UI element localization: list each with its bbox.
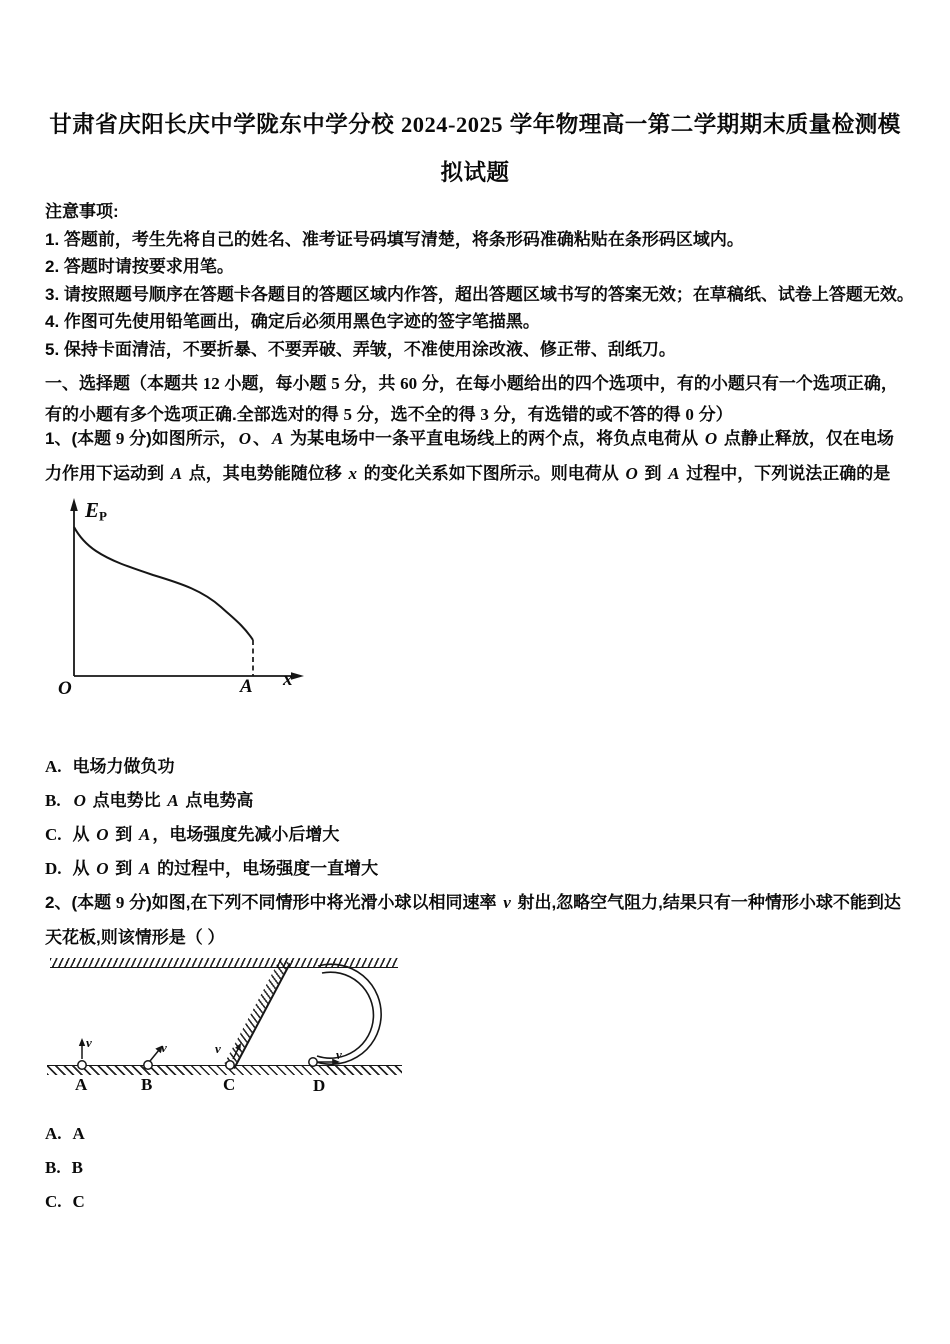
notice-item: 2. 答题时请按要求用笔。 (45, 257, 234, 276)
point-a-label: A (240, 676, 253, 697)
ball-a (78, 1061, 86, 1069)
notice-section (45, 198, 914, 363)
notice-heading: 注意事项: (45, 202, 119, 221)
velocity-label-c: v (215, 1041, 221, 1056)
question-2-figure (45, 953, 410, 1103)
option-letter: A. (45, 757, 62, 776)
section-1-heading: 一、选择题（本题共 12 小题，每小题 5 分，共 60 分，在每小题给出的四个选项中，有的小题只有一个选项正确，有的小题有多个选项正确.全部选对的得 5 分，选不全的得 3 分，有选错的或不答的得 0 分） (45, 374, 898, 424)
option-text: O 点电势比 A 点电势高 (73, 791, 254, 810)
curved-tube-inner-wall (317, 972, 373, 1058)
ball-b (144, 1061, 152, 1069)
ball-c (226, 1061, 234, 1069)
position-label-b: B (141, 1075, 153, 1094)
option-letter: D. (45, 859, 62, 878)
x-axis-label: x (283, 669, 293, 690)
option-value: C (72, 1192, 85, 1211)
question-1-options (45, 750, 905, 886)
ball-d (309, 1058, 317, 1066)
position-label-a: A (75, 1075, 88, 1094)
q2-option-a (45, 1117, 905, 1151)
option-letter: B. (45, 791, 61, 810)
curved-tube-outer-wall (311, 964, 381, 1064)
option-letter: A. (45, 1124, 62, 1143)
velocity-label-d: v (336, 1047, 342, 1062)
notice-item: 5. 保持卡面清洁，不要折暴、不要弄破、弄皱，不准使用涂改液、修正带、刮纸刀。 (45, 339, 676, 359)
q1-option-d (45, 852, 905, 886)
page-title-line1: 甘肃省庆阳长庆中学陇东中学分校 2024-2025 学年物理高一第二学期期末质量检测模 (49, 112, 901, 137)
q1-option-b (45, 784, 905, 818)
velocity-arrow-c (233, 1049, 238, 1059)
q1-option-c (45, 818, 905, 852)
notice-item: 3. 请按照题号顺序在答题卡各题目的答题区域内作答，超出答题区域书写的答案无效；在草稿纸、试卷上答题无效。 (45, 284, 914, 304)
velocity-arrowhead-a (79, 1038, 85, 1046)
origin-label: O (58, 678, 72, 699)
question-2-stem: 2、(本题 9 分)如图,在下列不同情形中将光滑小球以相同速率 v 射出,忽略空气阻力,结果只有一种情形小球不能到达天花板,则该情形是（ ） (45, 893, 901, 947)
velocity-arrow-b (150, 1050, 159, 1061)
option-letter: B. (45, 1158, 61, 1177)
q1-option-a (45, 750, 905, 784)
option-value: B (71, 1158, 83, 1177)
ep-curve (74, 527, 253, 640)
y-axis-label-ep: $E_P$ (85, 498, 107, 524)
notice-item: 1. 答题前，考生先将自己的姓名、准考证号码填写清楚，将条形码准确粘贴在条形码区域内。 (45, 229, 744, 249)
page-title-line2: 拟试题 (440, 160, 510, 185)
position-label-d: D (313, 1076, 326, 1095)
option-value: A (72, 1124, 85, 1143)
y-axis-arrowhead (70, 498, 78, 511)
page-title (45, 101, 905, 197)
velocity-label-a: v (86, 1035, 92, 1050)
notice-item: 4. 作图可先使用铅笔画出，确定后必须用黑色字迹的签字笔描黑。 (45, 312, 540, 331)
question-1-stem: 1、(本题 9 分)如图所示， O 、 A 为某电场中一条平直电场线上的两个点，将负点电荷从 O 点静止释放，仅在电场力作用下运动到 A 点，其电势能随位移 x 的变化关系如下图所示。则电荷从 O 到 A 过程中，下列说法正确的是 (45, 429, 894, 483)
option-letter: C. (45, 825, 62, 844)
question-2-options (45, 1117, 905, 1219)
option-letter: C. (45, 1192, 62, 1211)
option-text: 电场力做负功 (72, 757, 175, 776)
position-label-c: C (223, 1075, 236, 1094)
question-1-figure (58, 495, 363, 710)
option-text: 从 O 到 A ，电场强度先减小后增大 (72, 825, 340, 844)
ep-x-plot-drawing (63, 495, 363, 710)
q2-option-c (45, 1185, 905, 1219)
option-text: 从 O 到 A 的过程中，电场强度一直增大 (72, 859, 379, 878)
q2-option-b (45, 1151, 905, 1185)
velocity-label-b: v (161, 1040, 167, 1055)
